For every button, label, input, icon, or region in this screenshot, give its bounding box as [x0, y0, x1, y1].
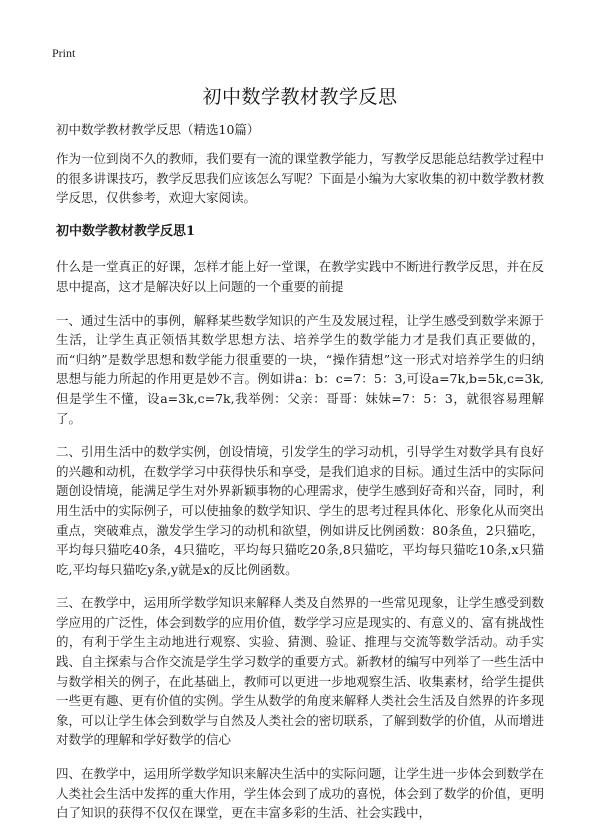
article-body: [56, 149, 544, 837]
paragraph: 三、在教学中，运用所学数学知识来解释人类及自然界的一些常见现象，让学生感受到数学应用的广泛性，体会到数学的应用价值，数学学习应是现实的、有意义的、富有挑战性的，有利于学生主动地进行观察、实验、猜测、验证、推理与交流等数学活动。动手实践、自主探索与合作交流是学生学习数学的重要方式。新教材的编写中列举了一些生活中与数学相关的例子，在此基础上，教师可以更进一步地观察生活、收集素材，给学生提供一些更有趣、更有价值的实例。学生从数学的角度来解释人类社会生活及自然界的许多现象，可以让学生体会到数学与自然及人类社会的密切联系，了解到数学的价值，从而增进对数学的理解和学好数学的信心: [56, 595, 544, 748]
paragraph: 什么是一堂真正的好课，怎样才能上好一堂课，在教学实践中不断进行教学反思，并在反思中提高，这才是解决好以上问题的一个重要的前提: [56, 259, 544, 294]
intro-paragraph: 作为一位到岗不久的教师，我们要有一流的课堂教学能力，写教学反思能总结教学过程中的很多讲课技巧，教学反思我们应该怎么写呢？下面是小编为大家收集的初中数学教材教学反思，仅供参考，欢迎大家阅读。: [56, 151, 544, 206]
paragraph: 一、通过生活中的事例，解释某些数学知识的产生及发展过程，让学生感受到数学来源于生活，让学生真正领悟其数学思想方法、培养学生的数学能力才是我们真正要做的，而“归纳”是数学思想和数学能力很重要的一块，“操作猜想”这一形式对培养学生的归纳思想与能力所起的作用更是妙不言。例如讲a：b：c=7：5：3,可设a=7k,b=5k,c=3k,但是学生不懂，设a=3k,c=7k,我举例：父亲：哥哥：妹妹=7：5：3，就很容易理解了。: [56, 312, 544, 426]
paragraph: 四、在教学中，运用所学数学知识来解决生活中的实际问题，让学生进一步体会到数学在人类社会生活中发挥的重大作用，学生体会到了成功的喜悦，体会到了数学的价值，更明白了知识的获得不仅仅在课堂，更在丰富多彩的生活、社会实践中，: [56, 766, 544, 821]
subtitle: 初中数学教材教学反思（精选10篇）: [56, 122, 260, 137]
print-link[interactable]: Print: [52, 46, 76, 60]
section-heading: 初中数学教材教学反思1: [56, 223, 196, 239]
paragraph: 二、引用生活中的数学实例，创设情境，引发学生的学习动机，引导学生对数学具有良好的兴趣和动机，在数学学习中获得快乐和享受，是我们追求的目标。通过生活中的实际问题创设情境，能满足学生对外界新颖事物的心理需求，使学生感到好奇和兴奋，同时，利用生活中的实际例子，可以使抽象的数学知识、学生的思考过程具体化、形象化从而突出重点，突破难点，激发学生学习的动机和欲望，例如讲反比例函数：80条鱼，2只猫吃，平均每只猫吃40条，4只猫吃，平均每只猫吃20条,8只猫吃，平均每只猫吃10条,x只猫吃,平均每只猫吃y条,y就是x的反比例函数。: [56, 444, 544, 577]
page-title: 初中数学教材教学反思: [202, 86, 398, 108]
